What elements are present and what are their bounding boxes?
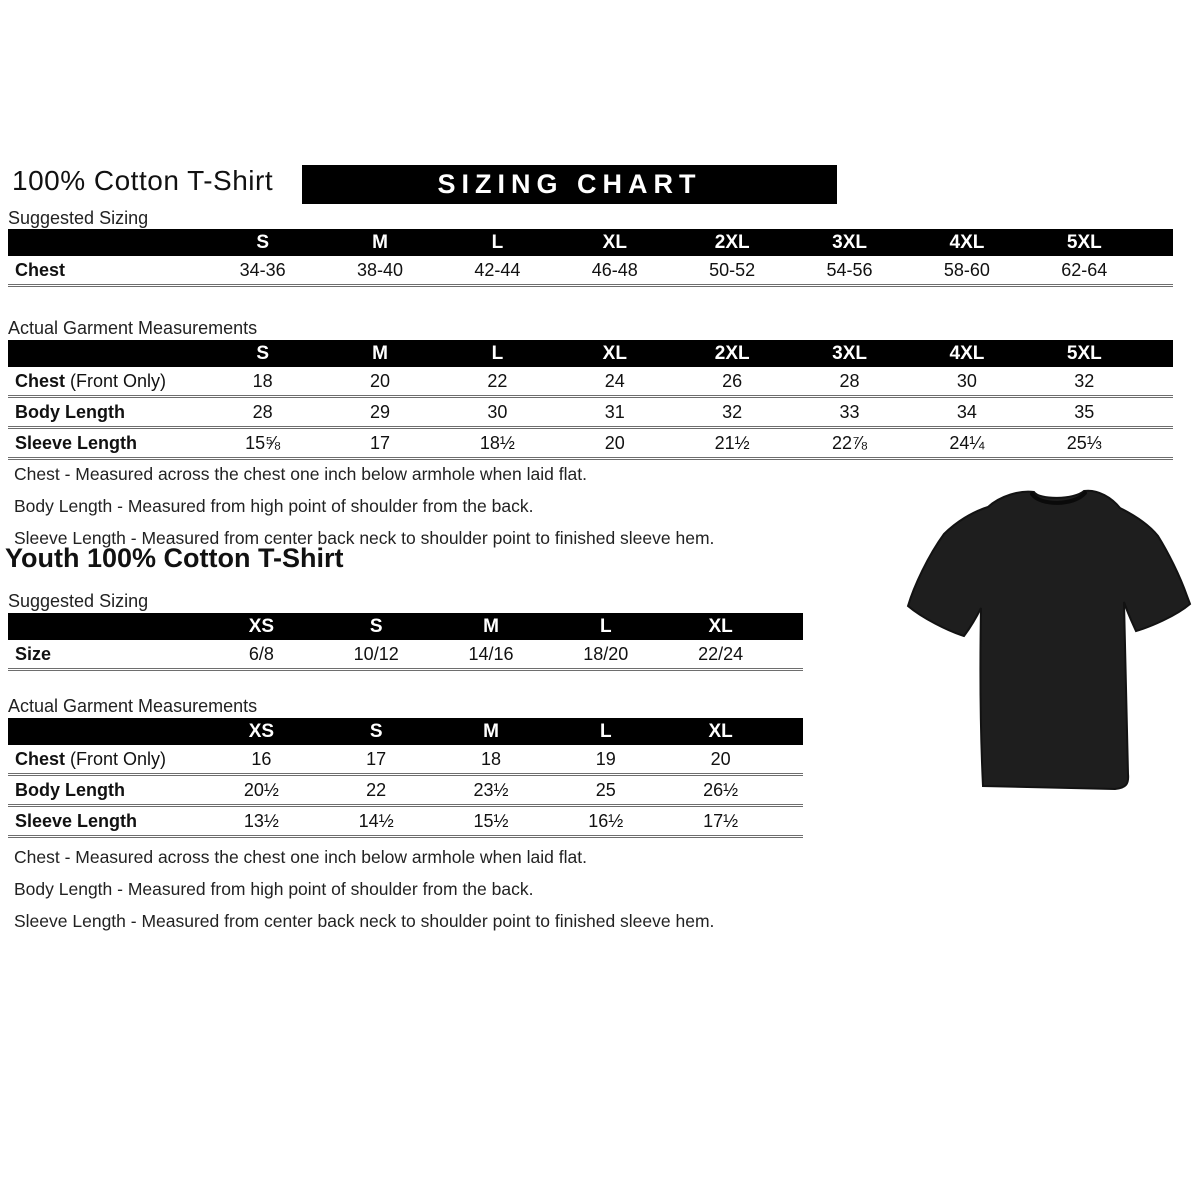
size-column-header: XL bbox=[602, 342, 627, 364]
size-column-header: L bbox=[491, 231, 504, 253]
row-label: Chest (Front Only) bbox=[15, 370, 167, 391]
measurement-value: 14/16 bbox=[468, 643, 514, 664]
size-column-header: M bbox=[483, 720, 499, 742]
note-sleeve-length: Sleeve Length - Measured from center back neck to shoulder point to finished sleeve hem. bbox=[14, 911, 715, 931]
measurement-value: 22/24 bbox=[698, 643, 744, 664]
size-column-header: XS bbox=[248, 720, 275, 742]
measurement-value: 29 bbox=[370, 401, 391, 422]
size-column-header: 3XL bbox=[832, 231, 867, 253]
measurement-value: 35 bbox=[1074, 401, 1095, 422]
measurement-value: 22 bbox=[366, 779, 387, 800]
adult-suggested-sizing-label: Suggested Sizing bbox=[8, 208, 149, 228]
size-column-header: M bbox=[372, 342, 388, 364]
size-column-header: XS bbox=[248, 615, 275, 637]
table-row bbox=[8, 367, 1173, 398]
measurement-value: 21½ bbox=[714, 432, 750, 453]
measurement-value: 17 bbox=[370, 432, 391, 453]
measurement-value: 34-36 bbox=[239, 259, 286, 280]
measurement-value: 20 bbox=[370, 370, 391, 391]
row-label: Sleeve Length bbox=[15, 810, 138, 831]
size-column-header: XL bbox=[708, 720, 733, 742]
size-column-header: 2XL bbox=[714, 342, 750, 364]
measurement-value: 10/12 bbox=[353, 643, 399, 664]
measurement-value: 20 bbox=[604, 432, 625, 453]
size-column-header: 5XL bbox=[1066, 342, 1102, 364]
measurement-value: 22⅞ bbox=[832, 432, 868, 453]
measurement-value: 50-52 bbox=[709, 259, 756, 280]
measurement-value: 30 bbox=[956, 370, 977, 391]
measurement-value: 13½ bbox=[243, 810, 279, 831]
measurement-value: 16½ bbox=[588, 810, 624, 831]
table-row bbox=[8, 640, 803, 671]
size-column-header: S bbox=[369, 615, 383, 637]
measurement-value: 18 bbox=[480, 748, 501, 769]
size-column-header: S bbox=[369, 720, 383, 742]
measurement-value: 18½ bbox=[479, 432, 515, 453]
youth-section-title: Youth 100% Cotton T-Shirt bbox=[5, 543, 344, 573]
size-column-header: 3XL bbox=[832, 342, 867, 364]
measurement-value: 30 bbox=[487, 401, 508, 422]
note-body-length: Body Length - Measured from high point of shoulder from the back. bbox=[14, 496, 534, 516]
table-header-row bbox=[8, 613, 803, 640]
measurement-value: 19 bbox=[595, 748, 616, 769]
size-column-header: S bbox=[256, 342, 270, 364]
table-header-row bbox=[8, 229, 1173, 256]
measurement-value: 15⅝ bbox=[245, 432, 281, 453]
table-row bbox=[8, 776, 803, 807]
measurement-value: 22 bbox=[487, 370, 508, 391]
measurement-value: 26 bbox=[722, 370, 743, 391]
measurement-value: 18/20 bbox=[583, 643, 629, 664]
tshirt-body-shape bbox=[908, 491, 1190, 789]
measurement-value: 28 bbox=[839, 370, 860, 391]
row-label: Chest (Front Only) bbox=[15, 748, 167, 769]
size-column-header: 4XL bbox=[949, 231, 985, 253]
measurement-value: 33 bbox=[839, 401, 860, 422]
measurement-value: 17½ bbox=[703, 810, 739, 831]
measurement-value: 17 bbox=[366, 748, 387, 769]
measurement-value: 58-60 bbox=[943, 259, 990, 280]
note-chest: Chest - Measured across the chest one inch below armhole when laid flat. bbox=[14, 464, 587, 484]
measurement-value: 18 bbox=[252, 370, 273, 391]
measurement-value: 54-56 bbox=[826, 259, 873, 280]
adult-actual-measurements-table bbox=[8, 340, 1173, 460]
row-label: Body Length bbox=[15, 401, 125, 422]
measurement-value: 24 bbox=[604, 370, 625, 391]
measurement-value: 32 bbox=[722, 401, 743, 422]
size-column-header: L bbox=[599, 615, 612, 637]
measurement-value: 20½ bbox=[243, 779, 279, 800]
table-header-row bbox=[8, 340, 1173, 367]
size-column-header: XL bbox=[708, 615, 733, 637]
row-label: Body Length bbox=[15, 779, 125, 800]
size-column-header: 4XL bbox=[949, 342, 985, 364]
sizing-chart-banner-text: SIZING CHART bbox=[437, 169, 702, 199]
youth-suggested-sizing-table bbox=[8, 613, 803, 671]
youth-actual-measurements-table bbox=[8, 718, 803, 838]
black-tshirt-image bbox=[888, 483, 1198, 805]
table-row bbox=[8, 256, 1173, 287]
adult-actual-measurements-label: Actual Garment Measurements bbox=[8, 318, 258, 338]
note-body-length: Body Length - Measured from high point of shoulder from the back. bbox=[14, 879, 534, 899]
measurement-value: 28 bbox=[252, 401, 273, 422]
table-header-row bbox=[8, 718, 803, 745]
measurement-value: 16 bbox=[251, 748, 272, 769]
row-label: Size bbox=[15, 643, 52, 664]
measurement-value: 25 bbox=[595, 779, 616, 800]
table-row bbox=[8, 429, 1173, 460]
measurement-value: 23½ bbox=[473, 779, 509, 800]
measurement-value: 31 bbox=[604, 401, 625, 422]
measurement-value: 15½ bbox=[473, 810, 509, 831]
measurement-value: 34 bbox=[956, 401, 977, 422]
measurement-value: 14½ bbox=[358, 810, 394, 831]
measurement-value: 24¼ bbox=[949, 432, 985, 453]
table-row bbox=[8, 398, 1173, 429]
measurement-value: 46-48 bbox=[591, 259, 638, 280]
table-row bbox=[8, 807, 803, 838]
adult-measurement-notes bbox=[14, 458, 714, 554]
row-label: Chest bbox=[15, 259, 66, 280]
measurement-value: 62-64 bbox=[1061, 259, 1108, 280]
size-column-header: XL bbox=[602, 231, 627, 253]
size-column-header: M bbox=[483, 615, 499, 637]
note-sleeve-length: Sleeve Length - Measured from center back neck to shoulder point to finished sleeve hem. bbox=[14, 528, 715, 548]
measurement-value: 42-44 bbox=[474, 259, 521, 280]
youth-actual-measurements-label: Actual Garment Measurements bbox=[8, 696, 258, 716]
table-row bbox=[8, 745, 803, 776]
size-column-header: M bbox=[372, 231, 388, 253]
measurement-value: 26½ bbox=[703, 779, 739, 800]
size-column-header: 2XL bbox=[714, 231, 750, 253]
youth-measurement-notes bbox=[14, 841, 714, 937]
measurement-value: 25⅓ bbox=[1066, 432, 1102, 453]
measurement-value: 32 bbox=[1074, 370, 1095, 391]
adult-section-title: 100% Cotton T-Shirt bbox=[12, 165, 274, 196]
size-column-header: S bbox=[256, 231, 270, 253]
sizing-chart-banner bbox=[302, 165, 837, 204]
size-column-header: 5XL bbox=[1066, 231, 1102, 253]
adult-suggested-sizing-table bbox=[8, 229, 1173, 287]
measurement-value: 6/8 bbox=[248, 643, 274, 664]
row-label: Sleeve Length bbox=[15, 432, 138, 453]
size-column-header: L bbox=[599, 720, 612, 742]
youth-suggested-sizing-label: Suggested Sizing bbox=[8, 591, 149, 611]
size-column-header: L bbox=[491, 342, 504, 364]
measurement-value: 38-40 bbox=[357, 259, 404, 280]
measurement-value: 20 bbox=[710, 748, 731, 769]
note-chest: Chest - Measured across the chest one inch below armhole when laid flat. bbox=[14, 847, 587, 867]
